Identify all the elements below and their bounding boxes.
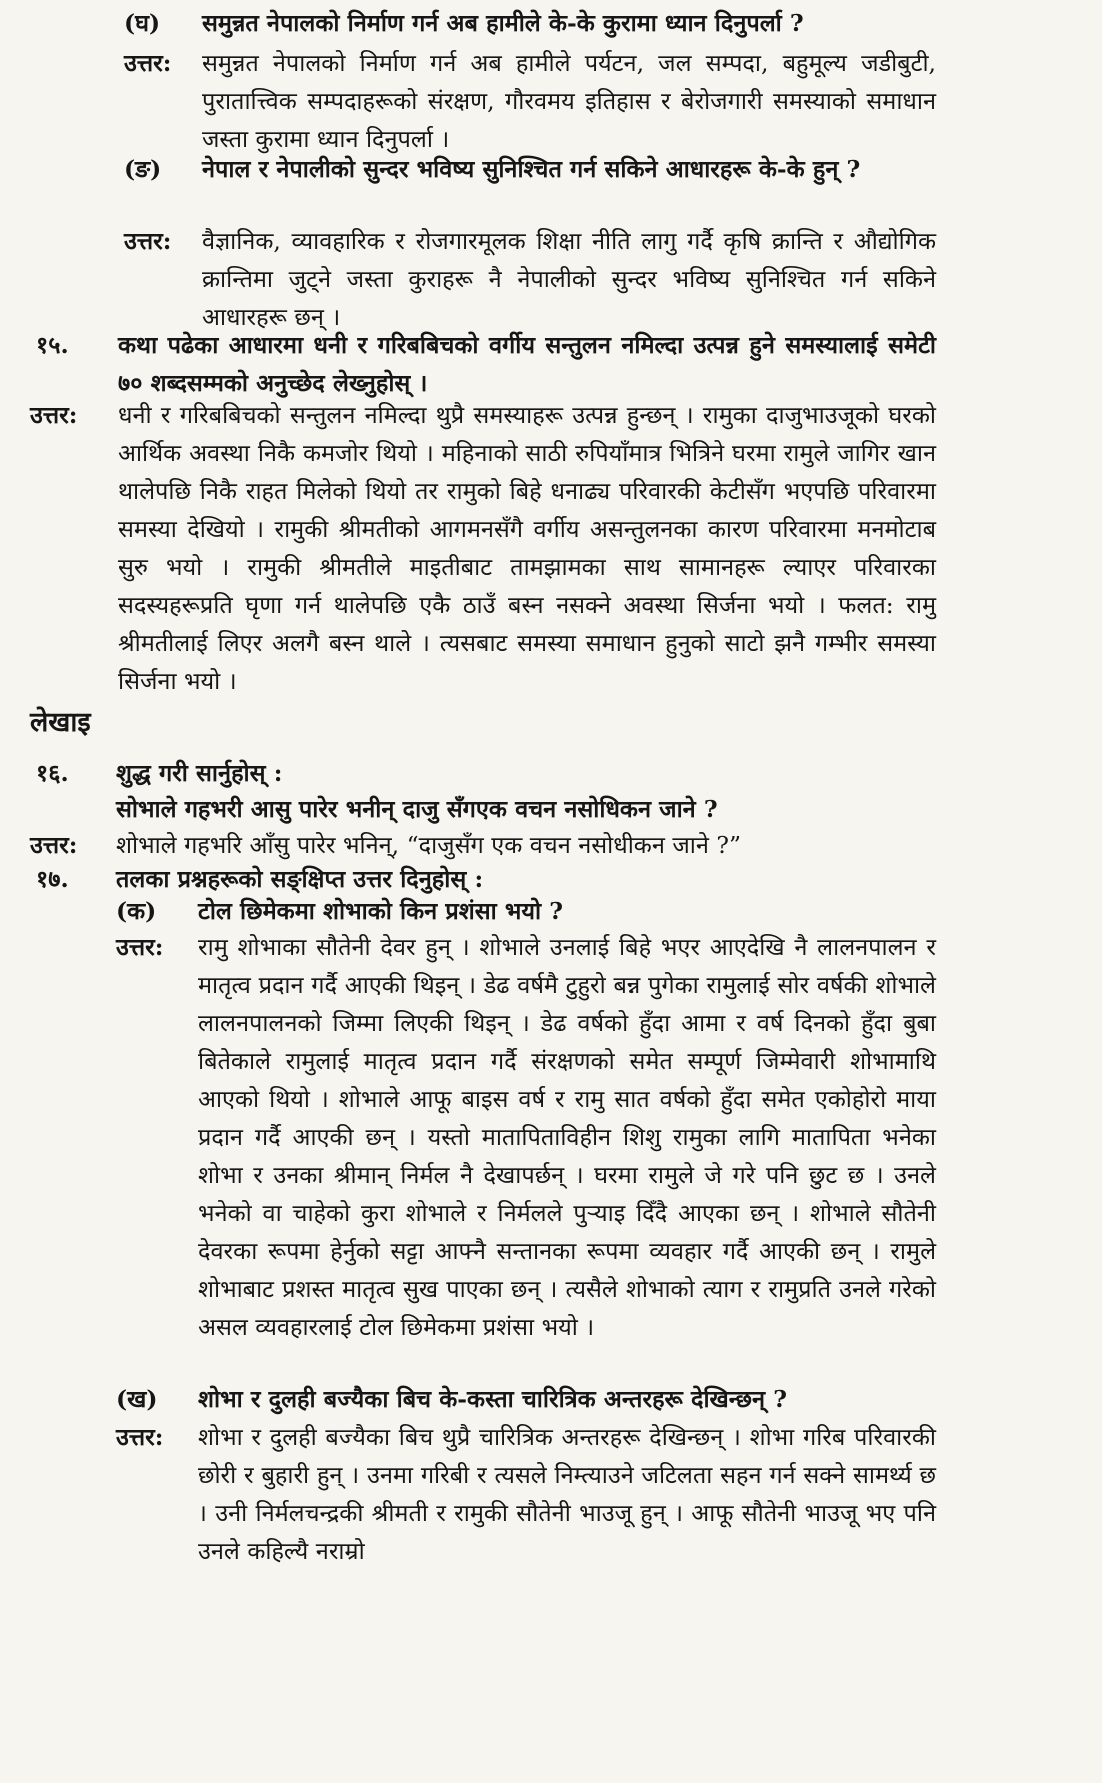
- q14-gha-label: (घ): [124, 9, 161, 37]
- q17-ka-answer-row: [116, 928, 936, 1346]
- q14-gha-question-row: [124, 4, 936, 42]
- q14-nga-question-row: [124, 150, 936, 188]
- q14-gha-answer-label: उत्तर:: [124, 49, 172, 77]
- q17-kha-question: शोभा र दुलही बज्यैका बिच के-कस्ता चारित्रिक अन्तरहरू देखिन्छन् ?: [198, 1385, 787, 1413]
- q15-answer-label: उत्तर:: [30, 401, 78, 429]
- q16-instruction: शुद्ध गरी सार्नुहोस् :: [116, 759, 283, 787]
- q15-question-row: [36, 326, 936, 402]
- q15-number: १५.: [36, 331, 69, 359]
- q17-kha-answer-row: [116, 1418, 936, 1570]
- q17-ka-answer-label: उत्तर:: [116, 933, 164, 961]
- q15-question: कथा पढेका आधारमा धनी र गरिबबिचको वर्गीय सन्तुलन नमिल्दा उत्पन्न हुने समस्यालाई समेटी ७० शब्दसम्मको अनुच्छेद लेख्नुहोस् ।: [118, 331, 936, 397]
- q14-nga-answer: वैज्ञानिक, व्यावहारिक र रोजगारमूलक शिक्षा नीति लागु गर्दै कृषि क्रान्ति र औद्योगिक क्रान्तिमा जुट्ने जस्ता कुराहरू नै नेपालीको सुन्दर भविष्य सुनिश्चित गर्न सकिने आधारहरू छन् ।: [202, 227, 936, 331]
- q14-nga-answer-row: [124, 222, 936, 336]
- q14-gha-question: समुन्नत नेपालको निर्माण गर्न अब हामीले के-के कुरामा ध्यान दिनुपर्ला ?: [202, 9, 804, 37]
- q17-ka-question-row: [116, 892, 936, 930]
- q17-instruction: तलका प्रश्नहरूको सङ्क्षिप्त उत्तर दिनुहोस् :: [116, 865, 484, 893]
- q14-gha-answer: समुन्नत नेपालको निर्माण गर्न अब हामीले पर्यटन, जल सम्पदा, बहुमूल्य जडीबुटी, पुरातात्त्विक सम्पदाहरूको संरक्षण, गौरवमय इतिहास र बेरोजगारी समस्याको समाधान जस्ता कुरामा ध्यान दिनुपर्ला ।: [202, 49, 937, 153]
- q15-answer: धनी र गरिबबिचको सन्तुलन नमिल्दा थुप्रै समस्याहरू उत्पन्न हुन्छन् । रामुका दाजुभाउजूको घरको आर्थिक अवस्था निकै कमजोर थियो । महिनाको साठी रुपियाँमात्र भित्रिने घरमा रामुले जागिर खान थालेपछि निकै राहत मिलेको थियो तर रामुको बिहे धनाढ्य परिवारकी केटीसँग भएपछि परिवारमा समस्या देखियो । रामुकी श्रीमतीको आगमनसँगै वर्गीय असन्तुलनका कारण परिवारमा मनमोटाब सुरु भयो । रामुकी श्रीमतीले माइतीबाट तामझामका साथ सामानहरू ल्याएर परिवारका सदस्यहरूप्रति घृणा गर्न थालेपछि एकै ठाउँ बस्न नसक्ने अवस्था सिर्जना भयो । फलत: रामु श्रीमतीलाई लिएर अलगै बस्न थाले । त्यसबाट समस्या समाधान हुनुको साटो झनै गम्भीर समस्या सिर्जना भयो ।: [118, 401, 936, 695]
- section-title: लेखाइ: [30, 707, 91, 738]
- q17-kha-answer-label: उत्तर:: [116, 1423, 164, 1451]
- q17-ka-label: (क): [116, 897, 157, 925]
- q14-gha-answer-row: [124, 44, 936, 158]
- q16-sentence-row: [116, 790, 936, 828]
- q16-answer-label: उत्तर:: [30, 831, 78, 859]
- q17-kha-answer: शोभा र दुलही बज्यैका बिच थुप्रै चारित्रिक अन्तरहरू देखिन्छन् । शोभा गरिब परिवारकी छोरी र बुहारी हुन् । उनमा गरिबी र त्यसले निम्त्याउने जटिलता सहन गर्न सक्ने सामर्थ्य छ । उनी निर्मलचन्द्रकी श्रीमती र रामुकी सौतेनी भाउजू हुन् । आफू सौतेनी भाउजू भए पनि उनले कहिल्यै नराम्रो: [198, 1423, 936, 1565]
- q16-answer-row: [30, 826, 936, 864]
- q17-number: १७.: [36, 865, 69, 893]
- q14-nga-answer-label: उत्तर:: [124, 227, 172, 255]
- q17-ka-answer: रामु शोभाका सौतेनी देवर हुन् । शोभाले उनलाई बिहे भएर आएदेखि नै लालनपालन र मातृत्व प्रदान गर्दै आएकी थिइन् । डेढ वर्षमै टुहुरो बन्न पुगेका रामुलाई सोर वर्षकी शोभाले लालनपालनको जिम्मा लिएकी थिइन् । डेढ वर्षको हुँदा आमा र वर्ष दिनको हुँदा बुबा बितेकाले रामुलाई मातृत्व प्रदान गर्दै संरक्षणको समेत सम्पूर्ण जिम्मेवारी शोभामाथि आएको थियो । शोभाले आफू बाइस वर्ष र रामु सात वर्षको हुँदा समेत एकोहोरो माया प्रदान गर्दै आएकी छन् । यस्तो मातापिताविहीन शिशु रामुका लागि मातापिता भनेका शोभा र उनका श्रीमान् निर्मल नै देखापर्छन् । घरमा रामुले जे गरे पनि छुट छ । उनले भनेको वा चाहेको कुरा शोभाले र निर्मलले पुऱ्याइ दिँदै आएका छन् । शोभाले सौतेनी देवरका रूपमा हेर्नुको सट्टा आफ्नै सन्तानका रूपमा व्यवहार गर्दै आएकी छन् । रामुले शोभाबाट प्रशस्त मातृत्व सुख पाएका छन् । त्यसैले शोभाको त्याग र रामुप्रति उनले गरेको असल व्यवहारलाई टोल छिमेकमा प्रशंसा भयो ।: [198, 933, 936, 1341]
- q16-number: १६.: [36, 759, 69, 787]
- q16-instruction-row: [36, 754, 936, 792]
- q15-answer-row: [30, 396, 936, 700]
- q14-nga-question: नेपाल र नेपालीको सुन्दर भविष्य सुनिश्चित गर्न सकिने आधारहरू के-के हुन् ?: [202, 155, 861, 183]
- q17-kha-question-row: [116, 1380, 936, 1418]
- q16-sentence: सोभाले गहभरी आसु पारेर भनीन् दाजु सँगएक वचन नसोधिकन जाने ?: [116, 795, 718, 823]
- q17-ka-question: टोल छिमेकमा शोभाको किन प्रशंसा भयो ?: [198, 897, 564, 925]
- q17-kha-label: (ख): [116, 1385, 158, 1413]
- q14-nga-label: (ङ): [124, 155, 162, 183]
- q16-answer: शोभाले गहभरि आँसु पारेर भनिन्, “दाजुसँग एक वचन नसोधीकन जाने ?”: [116, 831, 741, 859]
